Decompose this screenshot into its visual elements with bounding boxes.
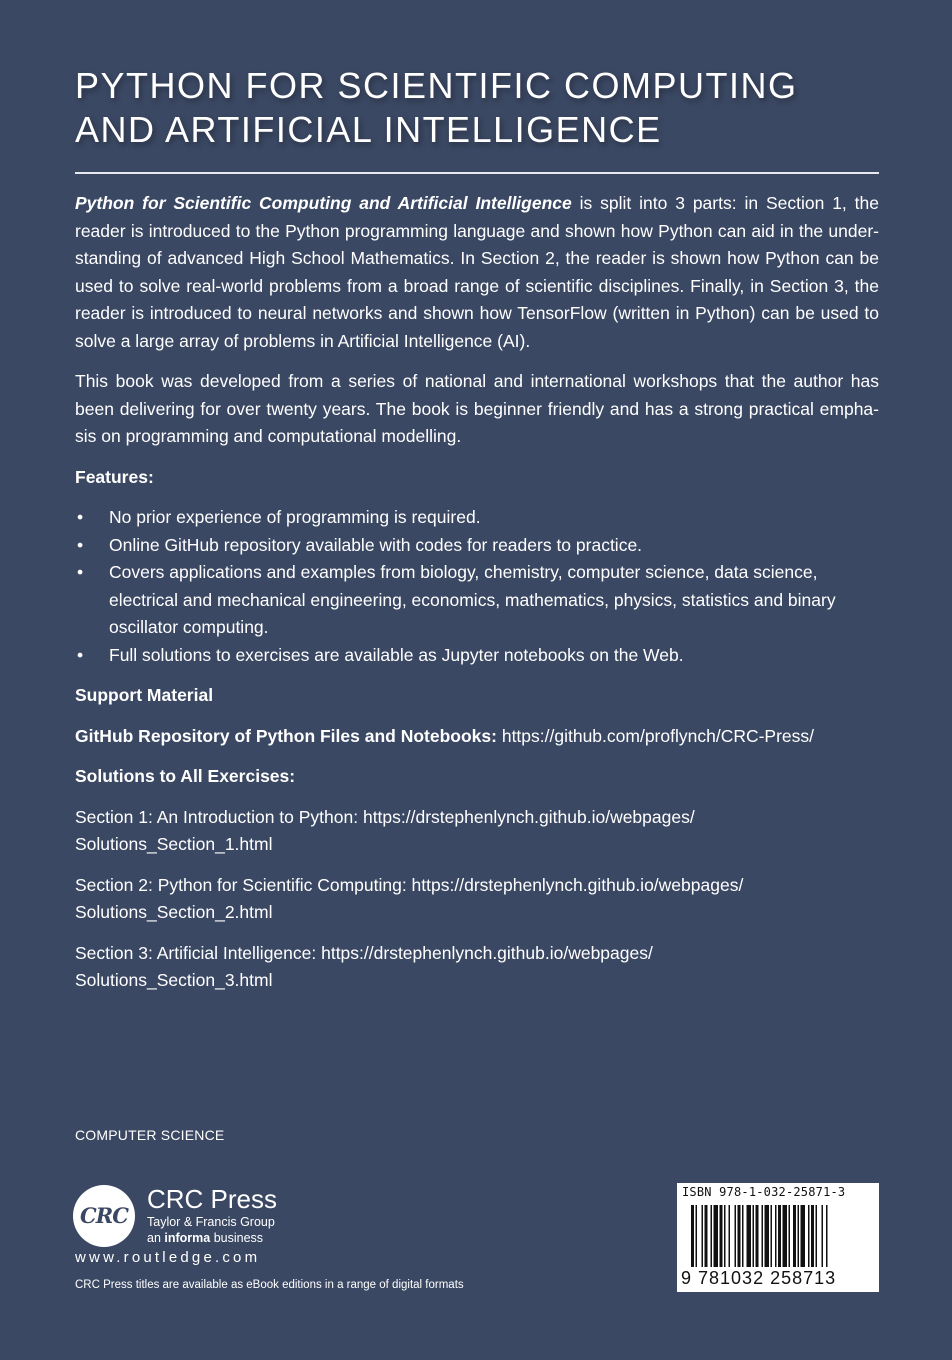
features-list: [75, 504, 879, 669]
solution-section-2-line1: Section 2: Python for Scientific Computing: https://drstephenlynch.github.io/webpages/: [75, 874, 744, 895]
features-heading: Features:: [75, 466, 154, 487]
github-link[interactable]: https://github.com/proflynch/CRC-Press/: [496, 725, 815, 746]
business-suffix: business: [210, 1231, 264, 1245]
solution-section-3-line1: Section 3: Artificial Intelligence: https://drstephenlynch.github.io/webpages/: [75, 942, 653, 963]
workshop-paragraph: This book was developed from a series of national and international workshops that the author has been delivering for over twenty years. The book is beginner friendly and has a strong practical empha-sis on programming and computational modelling.: [75, 371, 879, 446]
solution-section-2[interactable]: [75, 872, 879, 927]
publisher-logo: [73, 1185, 303, 1245]
intro-text: is split into 3 parts: in Section 1, the reader is introduced to the Python programming language and shown how Python can aid in the under-standing of advanced High School Mathematics. In Section 2, the reader is shown how Python can be used to solve real-world problems from a broad range of scientific disciplines. Finally, in Section 3, the reader is introduced to neural networks and shown how TensorFlow (written in Python) can be used to solve a large array of problems in Artificial Intelligence (AI).: [75, 193, 879, 351]
title-line-2: AND ARTIFICIAL INTELLIGENCE: [75, 109, 662, 150]
barcode-icon: [691, 1205, 871, 1267]
isbn-barcode: [677, 1183, 879, 1292]
publisher-website[interactable]: www.routledge.com: [75, 1249, 261, 1266]
github-line: [75, 723, 879, 751]
solution-section-1[interactable]: [75, 804, 879, 859]
solutions-heading: Solutions to All Exercises:: [75, 766, 296, 786]
ebook-note: CRC Press titles are available as eBook editions in a range of digital formats: [75, 1279, 464, 1291]
solution-section-3-line2: Solutions_Section_3.html: [75, 970, 273, 990]
book-title-heading: [75, 64, 885, 152]
feature-item: • Full solutions to exercises are available as Jupyter notebooks on the Web.: [75, 642, 879, 670]
publisher-name: CRC Press: [147, 1184, 278, 1214]
back-cover-body: [75, 190, 879, 1008]
solution-section-3[interactable]: [75, 940, 879, 995]
barcode-digits: 9 781032 258713: [681, 1268, 837, 1288]
publisher-business: [147, 1231, 263, 1245]
solution-section-1-line2: Solutions_Section_1.html: [75, 834, 273, 854]
isbn-text: ISBN 978-1-032-25871-3: [682, 1185, 846, 1199]
crc-logo-icon: CRC: [73, 1185, 135, 1247]
subject-category: COMPUTER SCIENCE: [75, 1127, 225, 1143]
title-line-1: PYTHON FOR SCIENTIFIC COMPUTING: [75, 65, 798, 106]
github-label: GitHub Repository of Python Files and Notebooks:: [75, 725, 497, 746]
title-divider: [75, 172, 879, 174]
feature-item: • Online GitHub repository available with codes for readers to practice.: [75, 532, 879, 560]
solution-section-2-line2: Solutions_Section_2.html: [75, 902, 273, 922]
publisher-group: Taylor & Francis Group: [147, 1215, 275, 1229]
solution-section-1-line1: Section 1: An Introduction to Python: https://drstephenlynch.github.io/webpages/: [75, 806, 695, 827]
feature-item: • No prior experience of programming is required.: [75, 504, 879, 532]
business-prefix: an: [147, 1231, 165, 1245]
support-heading: Support Material: [75, 685, 214, 705]
feature-item: • Covers applications and examples from biology, chemistry, computer science, data science, electrical and mechanical engineering, economics, mathematics, physics, statistics and binary oscillator computing.: [75, 559, 879, 642]
business-informa: informa: [164, 1231, 211, 1245]
intro-book-title: Python for Scientific Computing and Artificial Intelligence: [75, 193, 572, 213]
intro-paragraph: [75, 190, 879, 355]
